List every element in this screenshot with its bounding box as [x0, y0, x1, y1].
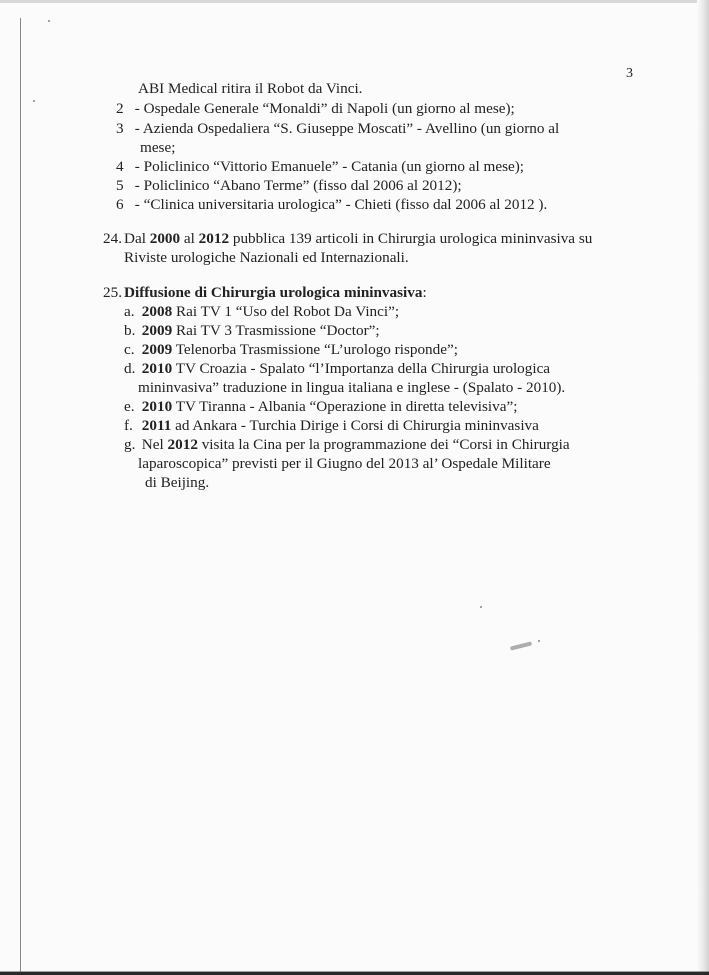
hospital-item-text: - Azienda Ospedaliera “S. Giuseppe Moscati” - Avellino (un giorno al: [134, 120, 560, 137]
item-text: TV Tiranna - Albania “Operazione in diretta televisiva”;: [172, 398, 518, 415]
scan-smudge: [510, 641, 532, 650]
hospital-item-text: - “Clinica universitaria urologica” - Chieti (fisso dal 2006 al 2012 ).: [134, 196, 548, 213]
media-list-item: [124, 397, 517, 417]
section-heading: Diffusione di Chirurgia urologica mininvasiva: [124, 284, 423, 301]
item-letter: d.: [124, 360, 136, 377]
hospital-item: [116, 157, 524, 177]
media-list-item-continuation: di Beijing.: [145, 474, 210, 491]
hospital-item-number: 3: [116, 120, 124, 137]
item-text: TV Croazia - Spalato “l’Importanza della Chirurgia urologica: [172, 360, 551, 377]
hospital-item: [116, 195, 547, 215]
section-text: pubblica 139 articoli in Chirurgia urologica mininvasiva su: [229, 230, 593, 247]
media-list-item: [124, 416, 539, 436]
scan-edge-right: [697, 0, 709, 975]
section-number: 25.: [103, 284, 122, 301]
heading-suffix: :: [422, 284, 427, 301]
year-highlight: 2008: [141, 303, 173, 320]
year-highlight: 2012: [198, 230, 230, 247]
item-text: Rai TV 3 Trasmissione “Doctor”;: [172, 322, 380, 339]
section-24: [103, 229, 592, 249]
hospital-item-number: 5: [116, 177, 124, 194]
section-text: Dal: [124, 230, 150, 247]
item-letter: f.: [124, 417, 133, 434]
hospital-item-text: - Ospedale Generale “Monaldi” di Napoli (un giorno al mese);: [134, 100, 515, 117]
hospital-item-number: 2: [116, 100, 124, 117]
hospital-item-continuation: mese;: [140, 139, 176, 156]
item-text: Telenorba Trasmissione “L’urologo risponde”;: [172, 341, 458, 358]
year-highlight: 2012: [167, 436, 198, 453]
item-letter: b.: [124, 322, 136, 339]
item-text: visita la Cina per la programmazione dei “Corsi in Chirurgia: [197, 436, 570, 453]
media-list-item: [124, 321, 380, 341]
hospital-item-text: - Policlinico “Abano Terme” (fisso dal 2006 al 2012);: [134, 177, 462, 194]
scan-edge-top: [0, 0, 709, 3]
item-letter: e.: [124, 398, 135, 415]
media-list-item: [124, 302, 399, 322]
hospital-intro-line: ABI Medical ritira il Robot da Vinci.: [138, 80, 363, 97]
section-number: 24.: [103, 230, 122, 247]
item-prefix: Nel: [141, 436, 168, 453]
year-highlight: 2000: [149, 230, 181, 247]
hospital-item-number: 4: [116, 158, 124, 175]
scan-speck: [480, 606, 482, 608]
media-list-item-continuation: mininvasiva” traduzione in lingua italiana e inglese - (Spalato - 2010).: [138, 379, 566, 396]
item-text: ad Ankara - Turchia Dirige i Corsi di Chirurgia mininvasiva: [171, 417, 539, 434]
item-letter: a.: [124, 303, 135, 320]
scan-speck: [33, 100, 35, 102]
section-25-heading: [103, 283, 427, 303]
hospital-item: [116, 119, 559, 139]
media-list-item: [124, 340, 458, 360]
section-text: al: [180, 230, 199, 247]
media-list-item-continuation: laparoscopica” previsti per il Giugno del 2013 al’ Ospedale Militare: [138, 455, 551, 472]
year-highlight: 2011: [141, 417, 172, 434]
section-24-continuation: Riviste urologiche Nazionali ed Internazionali.: [124, 249, 409, 266]
scan-edge-left: [20, 18, 21, 975]
year-highlight: 2009: [141, 322, 173, 339]
media-list-item: [124, 359, 550, 379]
year-highlight: 2010: [141, 398, 173, 415]
item-text: Rai TV 1 “Uso del Robot Da Vinci”;: [172, 303, 400, 320]
hospital-item-text: - Policlinico “Vittorio Emanuele” - Catania (un giorno al mese);: [134, 158, 524, 175]
item-letter: g.: [124, 436, 136, 453]
page-number: 3: [626, 66, 633, 81]
hospital-item-number: 6: [116, 196, 124, 213]
scan-speck: [538, 640, 540, 642]
hospital-item: [116, 99, 515, 119]
scan-speck: [48, 20, 50, 22]
item-letter: c.: [124, 341, 135, 358]
media-list-item: [124, 435, 570, 455]
year-highlight: 2009: [141, 341, 173, 358]
hospital-item: [116, 176, 462, 196]
year-highlight: 2010: [141, 360, 173, 377]
